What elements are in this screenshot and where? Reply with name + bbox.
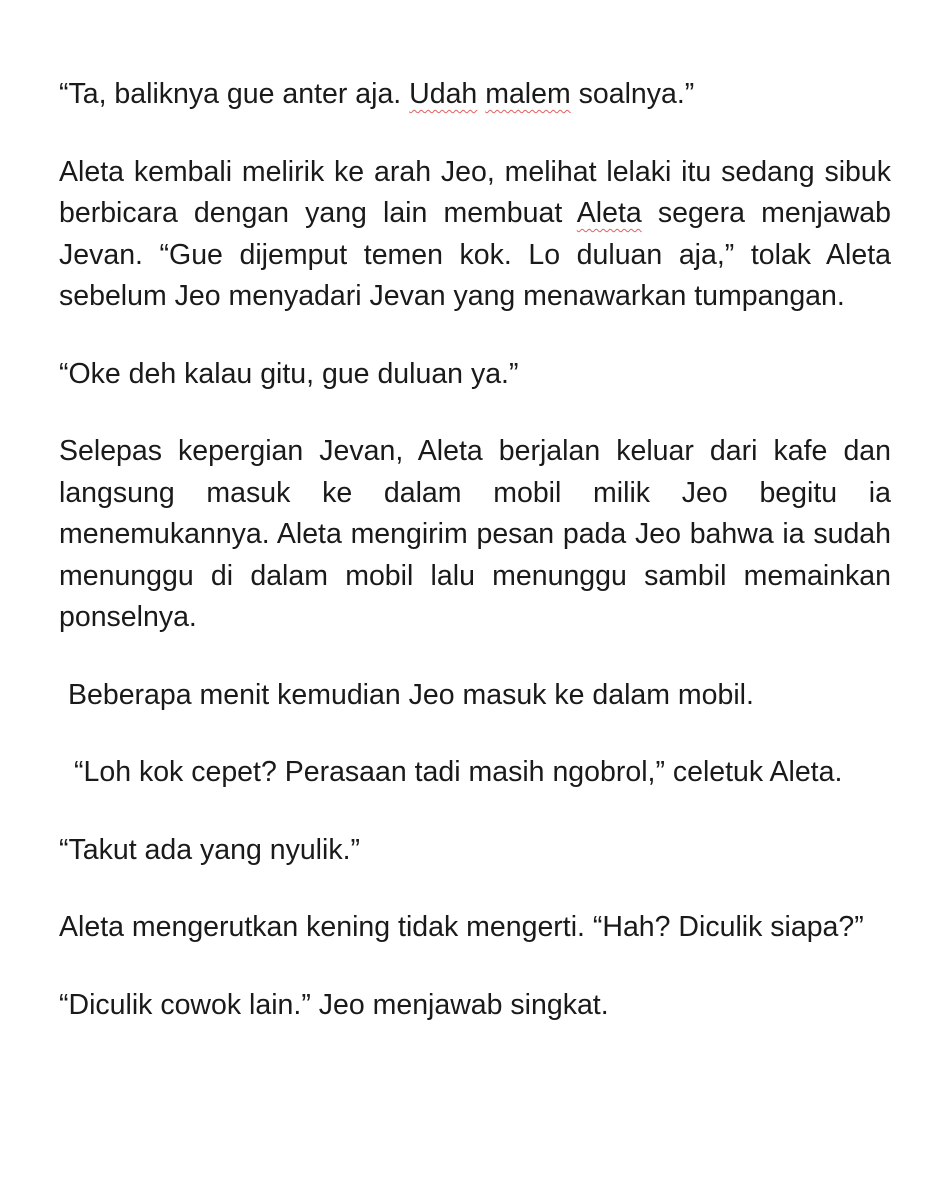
paragraph: “Takut ada yang nyulik.” xyxy=(59,833,360,866)
spellcheck-word[interactable]: Aleta xyxy=(576,197,642,229)
paragraph xyxy=(59,152,891,318)
paragraph-text xyxy=(477,78,485,110)
spellcheck-word[interactable]: Udah xyxy=(409,78,478,110)
paragraph: Aleta mengerutkan kening tidak mengerti. “Hah? Diculik siapa?” xyxy=(59,911,864,943)
paragraph: Beberapa menit kemudian Jeo masuk ke dalam mobil. xyxy=(68,678,754,711)
paragraph-text: Aleta kembali melirik ke arah Jeo, melihat lelaki itu sedang sibuk berbicara dengan yang lain membuat xyxy=(59,155,891,229)
paragraph-text: segera menjawab Jevan. “Gue dijemput temen kok. Lo duluan aja,” tolak Aleta sebelum Jeo menyadari Jevan yang menawarkan tumpangan. xyxy=(59,197,892,312)
document-page xyxy=(59,74,891,1062)
paragraph: “Diculik cowok lain.” Jeo menjawab singkat. xyxy=(59,988,609,1021)
paragraph xyxy=(59,752,891,794)
paragraph-text: “Loh kok cepet? Perasaan tadi masih ngobrol,” celetuk Aleta. xyxy=(74,756,843,788)
paragraph xyxy=(59,74,891,116)
spellcheck-word[interactable]: malem xyxy=(485,78,571,110)
paragraph: “Oke deh kalau gitu, gue duluan ya.” xyxy=(59,357,519,390)
paragraph-text: “Ta, baliknya gue anter aja. xyxy=(59,78,410,110)
paragraph: Selepas kepergian Jevan, Aleta berjalan keluar dari kafe dan langsung masuk ke dalam mobil milik Jeo begitu ia menemukannya. Aleta mengirim pesan pada Jeo bahwa ia sudah menunggu di dalam mobil lalu menunggu sambil memainkan ponselnya. xyxy=(59,435,891,633)
paragraph-text: soalnya.” xyxy=(570,78,695,110)
